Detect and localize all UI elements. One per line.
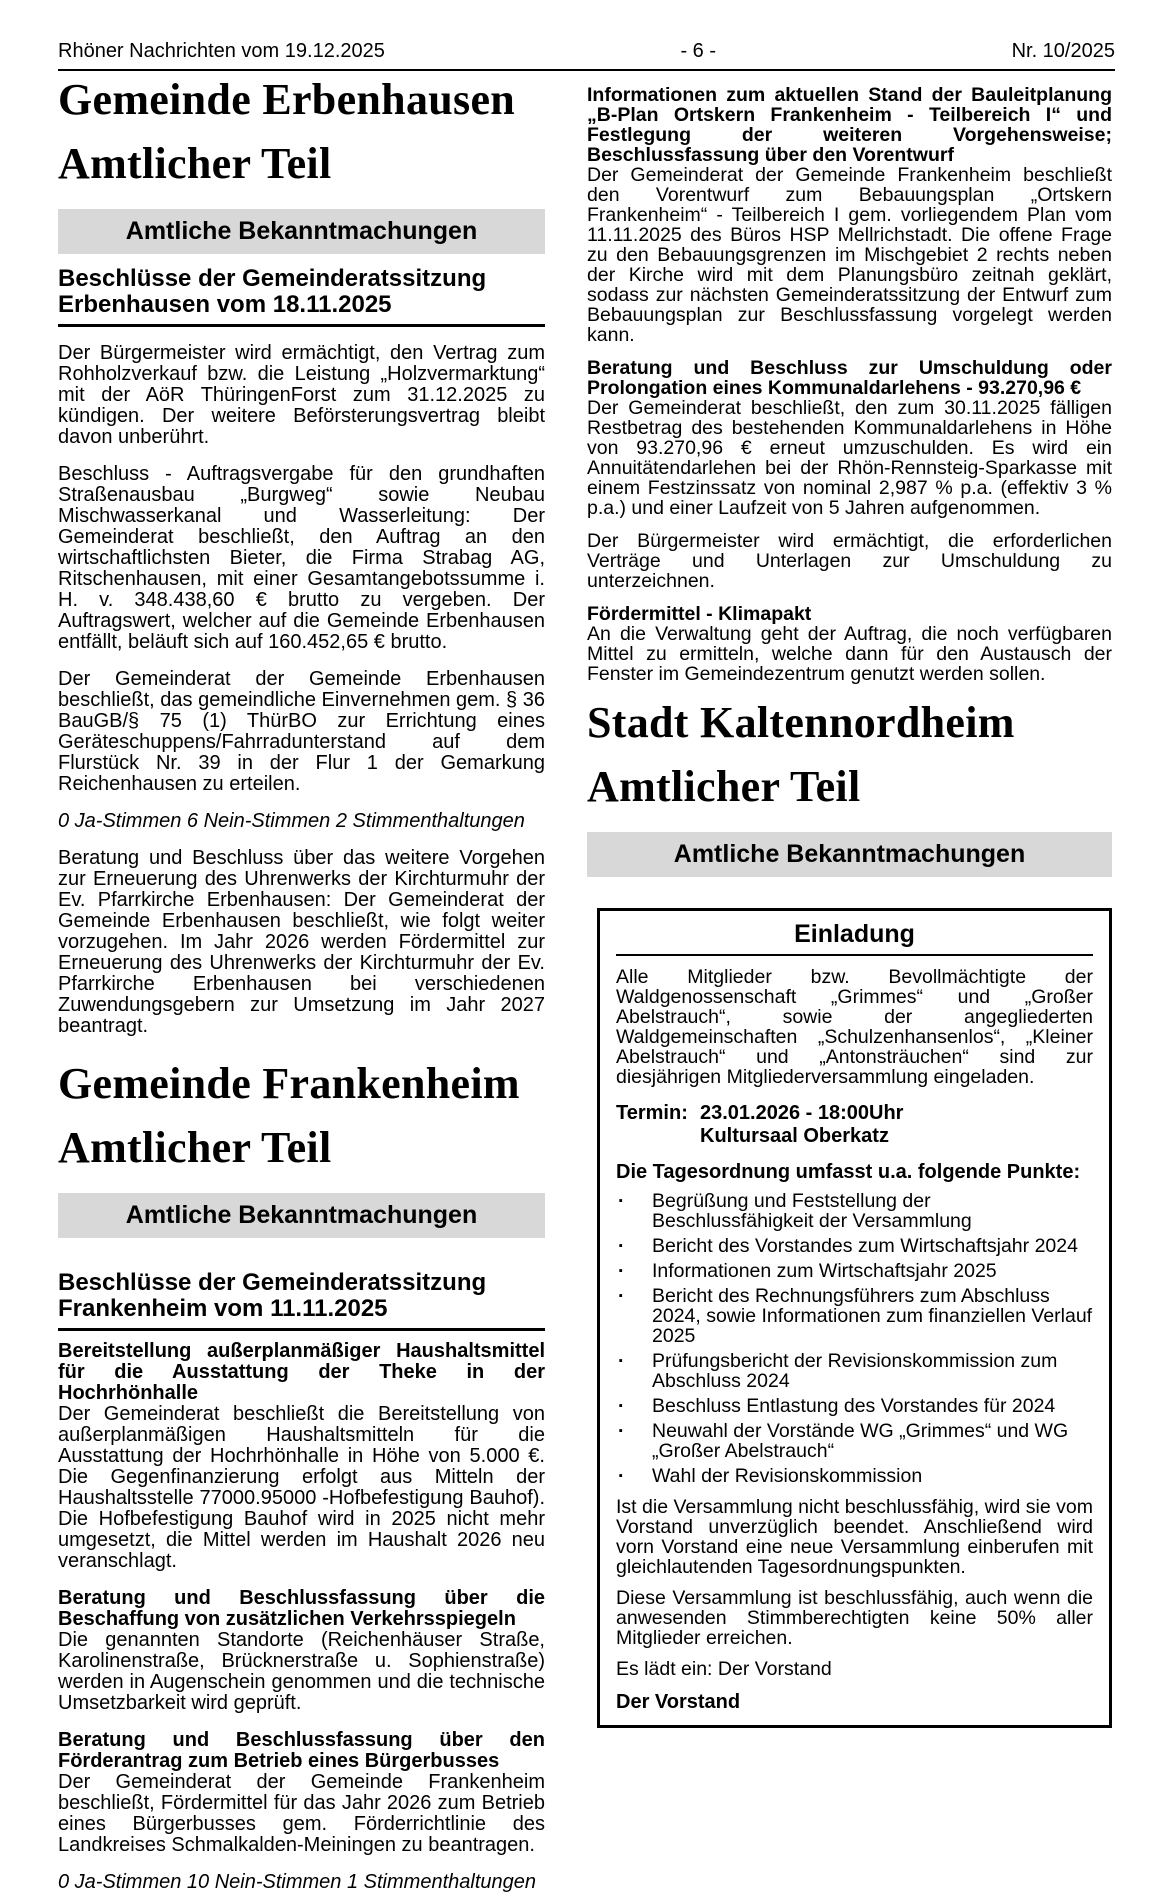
invitation-title: Einladung [794, 920, 915, 948]
municipality-title-frankenheim: Gemeinde Frankenheim [58, 1059, 520, 1108]
agenda-item [616, 1421, 1093, 1461]
paragraph-klimapakt: An die Verwaltung geht der Auftrag, die noch verfügbaren Mittel zu ermitteln, welche dann für den Austausch der Fenster im Gemeindezentrum genutzt werden sollen. [587, 623, 1112, 685]
invitation-intro: Alle Mitglieder bzw. Bevollmächtigte der Waldgenossenschaft „Grimmes“ und „Großer Abelstrauch“, sowie der angegliederten Waldgemeinschaften „Schulzenhansenlos“, „Kleiner Abelstrauch“ und „Antonsträuchen“ sind zur diesjährigen Mitgliederversammlung eingeladen. [616, 966, 1093, 1088]
bullet-icon: · [618, 1395, 625, 1417]
bullet-icon: · [618, 1285, 625, 1307]
right-column [587, 75, 1112, 1893]
bullet-icon: · [618, 1235, 625, 1257]
signoff: Der Vorstand [616, 1691, 741, 1713]
invite-line: Es lädt ein: Der Vorstand [616, 1658, 832, 1680]
paragraph-buergerbus: Der Gemeinderat der Gemeinde Frankenheim beschließt, Fördermittel für das Jahr 2026 zum Betrieb eines Bürgerbusses gem. Förderrichtlinie des Landkreises Schmalkalden-Meiningen zu beantragen. [58, 1771, 545, 1856]
agenda-item-text: Beschluss Entlastung des Vorstandes für 2024 [652, 1395, 1056, 1417]
agenda-item [616, 1351, 1093, 1391]
official-part-title: Amtlicher Teil [58, 139, 332, 188]
agenda-list [616, 1191, 1093, 1486]
bullet-icon: · [618, 1420, 625, 1442]
paragraph-umschuldung: Der Gemeinderat beschließt, den zum 30.11.2025 fälligen Restbetrag des bestehenden Kommunaldarlehens in Höhe von 93.270,96 € erneut umzuschulden. Es wird ein Annuitätendarlehen bei der Rhön-Rennsteig-Sparkasse mit einem Festzinssatz von nominal 2,987 % p.a. (effektiv 3 % p.a.) und einer Laufzeit von 5 Jahren aufgenommen. [587, 397, 1112, 519]
vote-result-line: 0 Ja-Stimmen 6 Nein-Stimmen 2 Stimmenthaltungen [58, 810, 525, 832]
termin-label: Termin: [616, 1102, 688, 1124]
subheading-verkehrsspiegel: Beratung und Beschlussfassung über die Beschaffung von zusätzlichen Verkehrsspiegeln [58, 1587, 545, 1630]
agenda-item-text: Wahl der Revisionskommission [652, 1465, 923, 1487]
agenda-item-text: Begrüßung und Feststellung der Beschlussfähigkeit der Versammlung [652, 1190, 972, 1232]
municipality-title-kaltennordheim: Stadt Kaltennordheim [587, 698, 1015, 747]
quorum-exception-paragraph: Diese Versammlung ist beschlussfähig, auch wenn die anwesenden Stimmberechtigten keine 50% aller Mitglieder erreichen. [616, 1587, 1093, 1649]
header-page-number: - 6 - [680, 40, 716, 62]
subheading-buergerbus: Beratung und Beschlussfassung über den Förderantrag zum Betrieb eines Bürgerbusses [58, 1729, 545, 1772]
header-divider [58, 69, 1115, 71]
invitation-box [597, 908, 1112, 1728]
content-columns [58, 75, 1115, 1893]
paragraph-bauleitplanung: Der Gemeinderat der Gemeinde Frankenheim beschließt den Vorentwurf zum Bebauungsplan „Ortskern Frankenheim“ - Teilbereich I gem. vorliegendem Plan vom 11.11.2025 des Büros HSP Mellrichstadt. Die offene Frage zu den Bebauungsgrenzen im Mischgebiet 2 rechts neben der Kirche wird mit dem Planungsbüro zeitnah geklärt, sodass zur nächsten Gemeinderatssitzung der Entwurf zum Bebauungsplan zur Beschlussfassung vorgelegt werden kann. [587, 164, 1112, 346]
meeting-heading-line1: Beschlüsse der Gemeinderatssitzung [58, 1269, 487, 1296]
official-announcements-banner-3: Amtliche Bekanntmachungen [587, 832, 1112, 877]
agenda-item [616, 1261, 1093, 1281]
meeting-heading-line2: Frankenheim vom 11.11.2025 [58, 1295, 388, 1322]
subheading-haushaltsmittel: Bereitstellung außerplanmäßiger Haushaltsmittel für die Ausstattung der Theke in der Hochrhönhalle [58, 1340, 545, 1404]
meeting-heading-line2: Erbenhausen vom 18.11.2025 [58, 291, 392, 318]
vote-result-line-2: 0 Ja-Stimmen 10 Nein-Stimmen 1 Stimmenthaltungen [58, 1871, 536, 1893]
official-part-title-2: Amtlicher Teil [58, 1123, 332, 1172]
termin-datetime: 23.01.2026 - 18:00Uhr [700, 1102, 904, 1124]
paragraph-auftragsvergabe: Beschluss - Auftragsvergabe für den grundhaften Straßenausbau „Burgweg“ sowie Neubau Mischwasserkanal und Wasserleitung: Der Gemeinderat beschließt, den Auftrag an den wirtschaftlichsten Bieter, die Firma Strabag AG, Ritschenhausen, mit einer Gesamtangebotssumme i. H. v. 348.438,60 € brutto zu vergeben. Der Auftragswert, welcher auf die Gemeinde Erbenhausen entfällt, beläuft sich auf 160.452,65 € brutto. [58, 463, 545, 653]
agenda-item [616, 1396, 1093, 1416]
agenda-title: Die Tagesordnung umfasst u.a. folgende Punkte: [616, 1161, 1081, 1183]
subheading-klimapakt: Fördermittel - Klimapakt [587, 603, 812, 625]
header-issue-number: Nr. 10/2025 [1011, 40, 1115, 62]
meeting-heading-line1: Beschlüsse der Gemeinderatssitzung [58, 265, 487, 292]
paragraph-haushaltsmittel: Der Gemeinderat beschließt die Bereitstellung von außerplanmäßigen Haushaltsmitteln für die Ausstattung der Hochrhönhalle in Höhe von 5.000 €. Die Gegenfinanzierung erfolgt aus Mitteln der Haushaltsstelle 77000.95000 -Hofbefestigung Bauhof). Die Hofbefestigung Bauhof wird in 2025 nicht mehr umgesetzt, die Mittel werden im Haushalt 2026 neu veranschlagt. [58, 1403, 545, 1572]
council-meeting-heading-erbenhausen [58, 266, 545, 327]
agenda-item [616, 1236, 1093, 1256]
official-announcements-banner: Amtliche Bekanntmachungen [58, 209, 545, 254]
bullet-icon: · [618, 1260, 625, 1282]
paragraph-einvernehmen: Der Gemeinderat der Gemeinde Erbenhausen beschließt, das gemeindliche Einvernehmen gem. § 36 BauGB/§ 75 (1) ThürBO zur Errichtung eines Geräteschuppens/Fahrradunterstand auf dem Flurstück Nr. 39 in der Flur 1 der Gemarkung Reichenhausen zu erteilen. [58, 668, 545, 795]
left-column [58, 75, 545, 1893]
header-publication: Rhöner Nachrichten vom 19.12.2025 [58, 40, 385, 62]
bullet-icon: · [618, 1190, 625, 1212]
official-part-title-3: Amtlicher Teil [587, 762, 861, 811]
agenda-item-text: Prüfungsbericht der Revisionskommission zum Abschluss 2024 [652, 1350, 1058, 1392]
agenda-item [616, 1191, 1093, 1231]
page-header [58, 0, 1115, 63]
termin-block [616, 1102, 1093, 1148]
paragraph-rohholzverkauf: Der Bürgermeister wird ermächtigt, den Vertrag zum Rohholzverkauf bzw. die Leistung „Holzvermarktung“ mit der AöR ThüringenForst zum 31.12.2025 zu kündigen. Der weitere Beförsterungsvertrag bleibt davon unberührt. [58, 342, 545, 448]
agenda-item-text: Bericht des Rechnungsführers zum Abschluss 2024, sowie Informationen zum finanziellen Verlauf 2025 [652, 1285, 1093, 1347]
quorum-paragraph: Ist die Versammlung nicht beschlussfähig, wird sie vom Vorstand unverzüglich beendet. Anschließend wird vorn Vorstand eine neue Versammlung einberufen mit gleichlautenden Tagesordnungspunkten. [616, 1496, 1093, 1578]
termin-location: Kultursaal Oberkatz [700, 1125, 889, 1147]
council-meeting-heading-frankenheim [58, 1270, 545, 1331]
agenda-item-text: Neuwahl der Vorstände WG „Grimmes“ und WG „Großer Abelstrauch“ [652, 1420, 1069, 1462]
paragraph-kirchturmuhr: Beratung und Beschluss über das weitere Vorgehen zur Erneuerung des Uhrenwerks der Kirchturmuhr der Ev. Pfarrkirche Erbenhausen: Der Gemeinderat der Gemeinde Erbenhausen beschließt, wie folgt weiter vorzugehen. Im Jahr 2026 werden Fördermittel zur Erneuerung des Uhrenwerks der Kirchturmuhr der Ev. Pfarrkirche Erbenhausen bei verschiedenen Zuwendungsgebern zur Umsetzung im Jahr 2027 beantragt. [58, 847, 545, 1037]
agenda-item-text: Bericht des Vorstandes zum Wirtschaftsjahr 2024 [652, 1235, 1078, 1257]
subheading-umschuldung: Beratung und Beschluss zur Umschuldung oder Prolongation eines Kommunaldarlehens - 93.270,96 € [587, 357, 1112, 399]
municipality-title-erbenhausen: Gemeinde Erbenhausen [58, 75, 516, 124]
paragraph-verkehrsspiegel: Die genannten Standorte (Reichenhäuser Straße, Karolinenstraße, Brücknerstraße u. Sophienstraße) werden in Augenschein genommen und die technische Umsetzbarkeit wird geprüft. [58, 1629, 545, 1714]
bullet-icon: · [618, 1465, 625, 1487]
agenda-item-text: Informationen zum Wirtschaftsjahr 2025 [652, 1260, 997, 1282]
official-announcements-banner-2: Amtliche Bekanntmachungen [58, 1193, 545, 1238]
subheading-bauleitplanung: Informationen zum aktuellen Stand der Bauleitplanung „B-Plan Ortskern Frankenheim - Teilbereich I“ und Festlegung der weiteren Vorgehensweise; Beschlussfassung über den Vorentwurf [587, 84, 1112, 166]
bullet-icon: · [618, 1350, 625, 1372]
paragraph-buergermeister-ermaechtigung: Der Bürgermeister wird ermächtigt, die erforderlichen Verträge und Unterlagen zur Umschuldung zu unterzeichnen. [587, 530, 1112, 592]
agenda-item [616, 1286, 1093, 1346]
invitation-title-divider [616, 954, 1093, 956]
agenda-item [616, 1466, 1093, 1486]
